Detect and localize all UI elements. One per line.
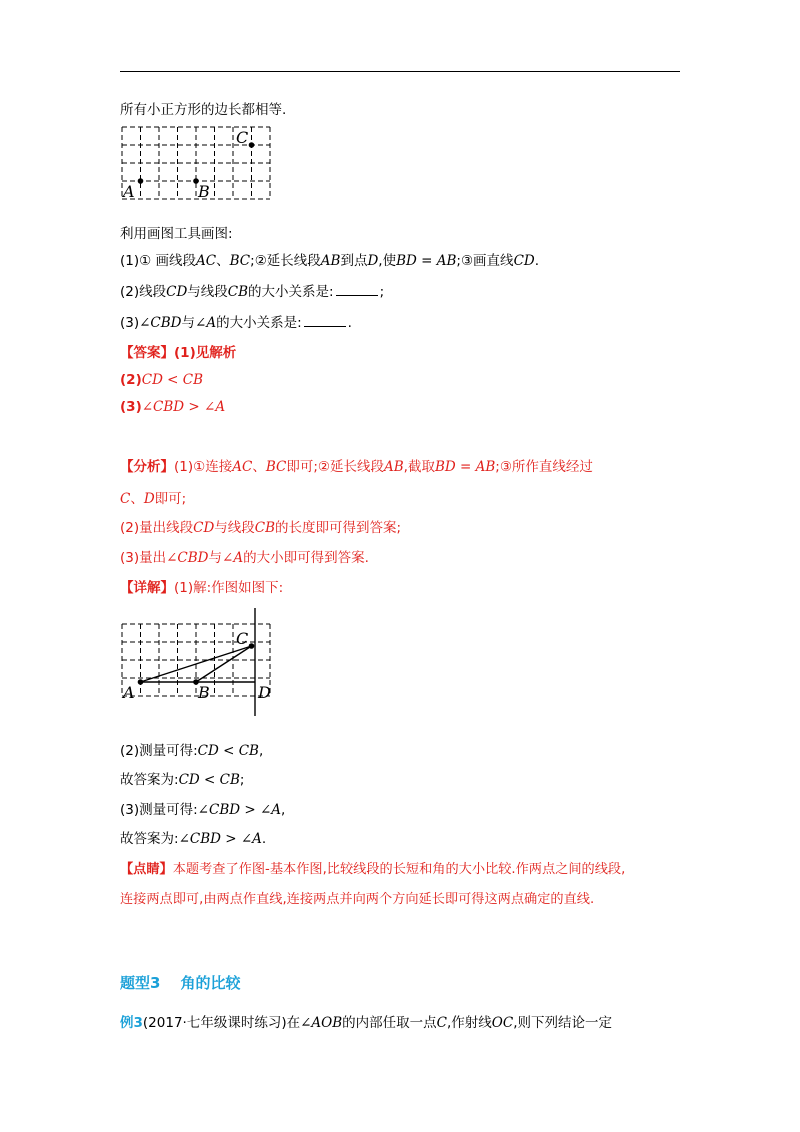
measure-line-1: (2)测量可得:CD < CB,: [120, 743, 264, 759]
header-rule: [120, 71, 680, 72]
question-3: (3)∠CBD与∠A的大小关系是: .: [120, 315, 352, 331]
label-c: C: [236, 629, 249, 648]
analysis-line-2: C、D即可;: [120, 491, 187, 507]
measure-line-3: (3)测量可得:∠CBD > ∠A,: [120, 802, 286, 818]
label-b: B: [198, 683, 210, 702]
answer-line-1: 【答案】(1)见解析: [120, 345, 237, 361]
point-c: [249, 142, 255, 148]
answer-line-3: (3)∠CBD > ∠A: [120, 399, 226, 415]
question-2: (2)线段CD与线段CB的大小关系是: ;: [120, 284, 385, 300]
analysis-line-1: 【分析】(1)①连接AC、BC即可;②延长线段AB,截取BD = AB;③所作直线经过: [120, 459, 593, 475]
measure-line-4: 故答案为:∠CBD > ∠A.: [120, 831, 267, 847]
measure-line-2: 故答案为:CD < CB;: [120, 772, 245, 788]
analysis-line-4: (3)量出∠CBD与∠A的大小即可得到答案.: [120, 550, 369, 566]
task-lead: 利用画图工具画图:: [120, 226, 233, 242]
section-heading: 题型3 角的比较: [120, 974, 241, 992]
label-c: C: [236, 128, 249, 147]
example-line: 例3(2017·七年级课时练习)在∠AOB的内部任取一点C,作射线OC,则下列结论一定: [120, 1015, 612, 1031]
point-a: [138, 178, 144, 184]
label-b: B: [198, 182, 210, 201]
label-a: A: [123, 683, 135, 702]
analysis-line-3: (2)量出线段CD与线段CB的长度即可得到答案;: [120, 520, 402, 536]
answer-blank-3: [304, 314, 346, 327]
answer-blank-2: [336, 283, 378, 296]
point-c: [249, 643, 255, 649]
segment-bc: [196, 646, 252, 682]
intro-text: 所有小正方形的边长都相等.: [120, 102, 287, 118]
comment-line-1: 【点睛】本题考查了作图-基本作图,比较线段的长短和角的大小比较.作两点之间的线段,: [120, 862, 626, 877]
detail-line-1: 【详解】(1)解:作图如图下:: [120, 580, 284, 596]
figure-grid-1: [118, 125, 278, 203]
question-1: (1)① 画线段AC、BC;②延长线段AB到点D,使BD = AB;③画直线CD.: [120, 253, 540, 269]
comment-line-2: 连接两点即可,由两点作直线,连接两点并向两个方向延长即可得这两点确定的直线.: [120, 892, 595, 907]
label-d: D: [258, 683, 271, 702]
answer-line-2: (2)CD < CB: [120, 372, 204, 388]
point-a: [138, 679, 144, 685]
label-a: A: [123, 182, 135, 201]
figure-grid-2: [118, 606, 288, 718]
